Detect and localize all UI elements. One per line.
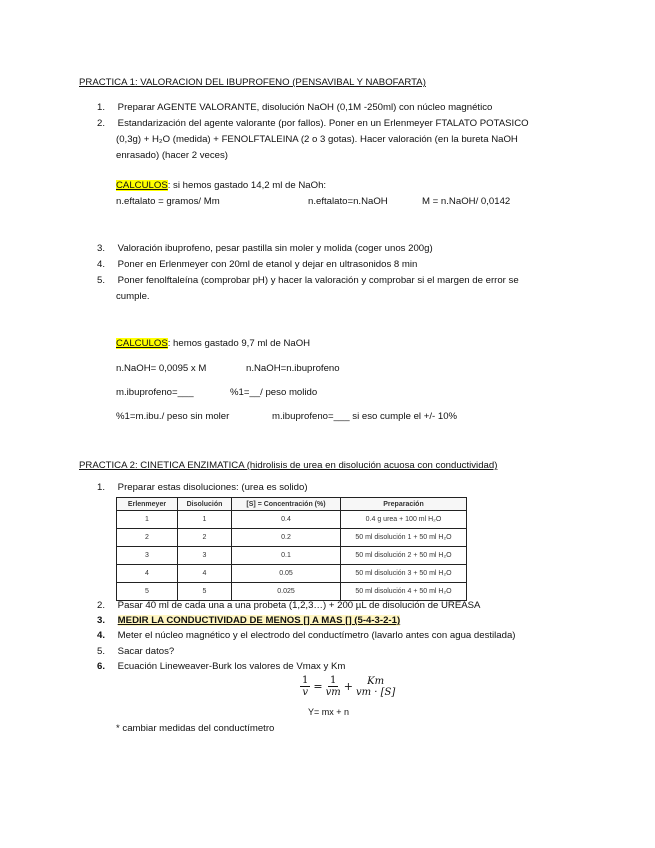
list-item [97,275,519,286]
item-text-continued: cumple. [116,291,150,302]
linear-form: Y= mx + n [308,707,350,717]
item-text: MEDIR LA CONDUCTIVIDAD DE MENOS [] A MAS [] (5-4-3-2-1) [117,615,401,626]
equals-sign: = [313,680,323,693]
table-cell: 0.1 [232,547,341,565]
item-number: 5. [97,275,106,286]
table-cell: 3 [178,547,232,565]
formula: m.ibuprofeno=___ si eso cumple el +/- 10% [272,411,458,422]
table-cell: 4 [117,565,178,583]
table-cell: 3 [117,547,178,565]
item-number: 2. [97,600,106,611]
table-cell: 0.05 [232,565,341,583]
table-row [117,565,467,583]
list-item [97,661,345,672]
table-cell: 0.4 g urea + 100 ml H₂O [341,511,467,529]
item-text: Pasar 40 ml de cada una a una probeta (1,2,3…) + 200 µL de disolución de UREASA [117,600,481,611]
column-header: [S] = Concentración (%) [232,498,341,511]
table-cell: 5 [178,583,232,601]
list-item [97,646,174,657]
table-cell: 1 [117,511,178,529]
denominator: v [302,687,309,698]
formula: n.eftalato=n.NaOH [308,196,388,207]
list-item [97,615,400,626]
calculos-text: : hemos gastado 9,7 ml de NaOH [167,338,311,349]
numerator: 1 [302,675,309,686]
table-cell: 50 ml disolución 3 + 50 ml H₂O [341,565,467,583]
table-cell: 2 [178,529,232,547]
calculos-line [116,180,326,191]
item-text: Sacar datos? [117,646,175,657]
item-number: 1. [97,482,106,493]
list-item [97,630,516,641]
formula: %1=m.ibu./ peso sin moler [116,411,230,422]
item-text: Poner en Erlenmeyer con 20ml de etanol y dejar en ultrasonidos 8 min [117,259,418,270]
item-text: Estandarización del agente valorante (por fallos). Poner en un Erlenmeyer FTALATO POTASICO [117,118,529,129]
practica1-title: PRACTICA 1: VALORACION DEL IBUPROFENO (PENSAVIBAL Y NABOFARTA) [79,77,426,88]
table-row [117,529,467,547]
item-number: 3. [97,615,106,626]
item-number: 4. [97,630,106,641]
calculos-highlight: CALCULOS [116,180,168,191]
list-item [97,259,417,270]
table-row [117,583,467,601]
list-item [97,243,433,254]
item-number: 1. [97,102,106,113]
formula: m.ibuprofeno=___ [116,387,194,398]
column-header: Erlenmeyer [117,498,178,511]
table-cell: 0.2 [232,529,341,547]
table-cell: 0.4 [232,511,341,529]
numerator: 1 [329,675,337,686]
table-cell: 50 ml disolución 1 + 50 ml H₂O [341,529,467,547]
numerator: Km [367,675,385,687]
formula: n.NaOH=n.ibuprofeno [246,363,340,374]
item-number: 4. [97,259,106,270]
item-text: Poner fenolftaleína (comprobar pH) y hacer la valoración y comprobar si el margen de error se [117,275,519,286]
fraction [356,676,395,698]
list-item [97,600,480,611]
item-text: Ecuación Lineweaver-Burk los valores de Vmax y Km [117,661,346,672]
formula: n.NaOH= 0,0095 x M [116,363,207,374]
item-number: 5. [97,646,106,657]
column-header: Preparación [341,498,467,511]
calculos-text: : si hemos gastado 14,2 ml de NaOh: [167,180,327,191]
table-cell: 1 [178,511,232,529]
formula: M = n.NaOH/ 0,0142 [422,196,511,207]
table-header-row [117,498,467,511]
fraction [300,675,310,698]
list-item [97,118,529,129]
table-cell: 0.025 [232,583,341,601]
fraction [326,675,341,698]
formula: n.eftalato = gramos/ Mm [116,196,220,207]
item-text-continued: (0,3g) + H₂O (medida) + FENOLFTALEINA (2 o 3 gotas). Hacer valoración (en la bureta NaOH [116,134,518,145]
column-header: Disolución [178,498,232,511]
item-text: Meter el núcleo magnético y el electrodo del conductímetro (lavarlo antes con agua destilada) [117,630,516,641]
item-text: Preparar AGENTE VALORANTE, disolución NaOH (0,1M -250ml) con núcleo magnético [117,102,493,113]
item-number: 6. [97,661,106,672]
table-cell: 4 [178,565,232,583]
footnote: * cambiar medidas del conductímetro [116,723,275,734]
table-cell: 50 ml disolución 2 + 50 ml H₂O [341,547,467,565]
disoluciones-table [116,497,467,601]
item-text: Preparar estas disoluciones: (urea es solido) [117,482,308,493]
table-row [117,547,467,565]
calculos-line [116,338,310,349]
item-text-continued: enrasado) (hacer 2 veces) [116,150,228,161]
list-item [97,482,308,493]
denominator: vm · [S] [355,686,396,698]
table-cell: 50 ml disolución 4 + 50 ml H₂O [341,583,467,601]
item-number: 2. [97,118,106,129]
formula: %1=__/ peso molido [230,387,318,398]
table-cell: 5 [117,583,178,601]
item-text: Valoración ibuprofeno, pesar pastilla sin moler y molida (coger unos 200g) [117,243,433,254]
table-cell: 2 [117,529,178,547]
list-item [97,102,492,113]
practica2-title: PRACTICA 2: CINETICA ENZIMATICA (hidrolisis de urea en disolución acuosa con conductividad) [79,460,498,471]
denominator: vm [325,687,341,698]
lineweaver-burk-equation [300,675,395,698]
calculos-highlight: CALCULOS [116,338,168,349]
item-number: 3. [97,243,106,254]
plus-sign: + [343,680,353,693]
table-row [117,511,467,529]
